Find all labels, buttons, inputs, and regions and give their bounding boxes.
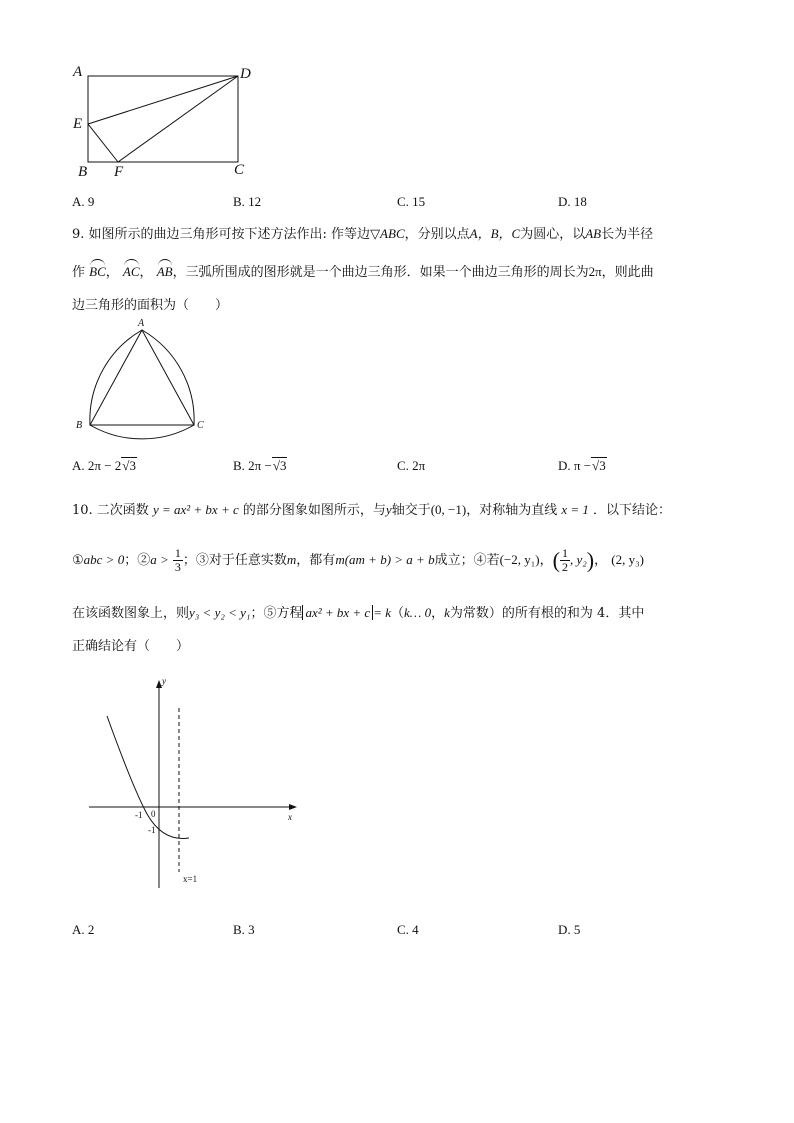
graph-neg1-x: -1 bbox=[135, 810, 143, 820]
q10-option-b[interactable]: B. 3 bbox=[233, 922, 255, 937]
q9-line-1: 9. 如图所示的曲边三角形可按下述方法作出: 作等边▽ABC，分别以点A，B，C为圆心，以AB长为半径 bbox=[72, 226, 654, 242]
graph-neg1-y: -1 bbox=[148, 825, 156, 835]
q10-option-c[interactable]: C. 4 bbox=[397, 922, 419, 937]
q9-option-c[interactable]: C. 2π bbox=[397, 458, 426, 473]
reuleaux-label-a: A bbox=[138, 318, 145, 329]
q9-option-b[interactable]: B. 2π −√3 bbox=[233, 458, 287, 473]
q8-option-d[interactable]: D. 18 bbox=[558, 194, 587, 209]
q10-line-3: 在该函数图象上，则y₃ < y₂ < y₁；⑤方程 ax² + bx + c = k（k… 0，k为常数）的所有根的和为 4．其中 bbox=[72, 605, 645, 621]
label-d: D bbox=[240, 66, 251, 82]
q10-line-2: ①abc > 0；②a > $\frac{1}{3}$ ；③对于任意实数m，都有m(am + b) > a + b成立；④若(−2, y₁)，( $\frac{1}{2}$ , y₂)， (2, y₃) bbox=[72, 546, 644, 574]
label-e: E bbox=[73, 116, 83, 132]
q8-option-a[interactable]: A. 9 bbox=[72, 194, 95, 209]
label-f: F bbox=[114, 164, 124, 180]
q10-option-d[interactable]: D. 5 bbox=[558, 922, 581, 937]
parabola-figure bbox=[85, 676, 305, 896]
reuleaux-diagram bbox=[72, 318, 212, 440]
q9-option-a[interactable]: A. 2π − 2√3 bbox=[72, 458, 136, 473]
q10-line-1: 10. 二次函数 y = ax² + bx + c 的部分图象如图所示，与y轴交于(0, −1)，对称轴为直线 x = 1 ．以下结论： bbox=[72, 502, 672, 518]
arc-bc: BC bbox=[89, 262, 106, 282]
q8-option-b[interactable]: B. 12 bbox=[233, 194, 262, 209]
reuleaux-label-c: C bbox=[197, 420, 204, 431]
label-a: A bbox=[73, 64, 83, 80]
graph-origin: 0 bbox=[151, 809, 156, 819]
graph-y-label: y bbox=[162, 676, 166, 686]
q9-line-3: 边三角形的面积为（ ） bbox=[72, 298, 229, 313]
q10-option-a[interactable]: A. 2 bbox=[72, 922, 95, 937]
arc-ac: AC bbox=[123, 262, 140, 282]
parabola-graph bbox=[85, 676, 305, 896]
graph-axis-label: x=1 bbox=[183, 874, 198, 884]
q8-option-c[interactable]: C. 15 bbox=[397, 194, 426, 209]
graph-x-label: x bbox=[288, 812, 292, 822]
q9-option-d[interactable]: D. π −√3 bbox=[558, 458, 606, 473]
arc-ab: AB bbox=[157, 262, 173, 282]
reuleaux-figure bbox=[72, 318, 212, 440]
label-c: C bbox=[234, 162, 245, 178]
label-b: B bbox=[78, 164, 88, 180]
q9-line-2: 作 BC， AC， AB，三弧所围成的图形就是一个曲边三角形．如果一个曲边三角形的周长为2π，则此曲 bbox=[72, 264, 654, 280]
q10-line-4: 正确结论有（ ） bbox=[72, 639, 190, 654]
rectangle-figure bbox=[70, 60, 270, 185]
reuleaux-label-b: B bbox=[76, 420, 83, 431]
